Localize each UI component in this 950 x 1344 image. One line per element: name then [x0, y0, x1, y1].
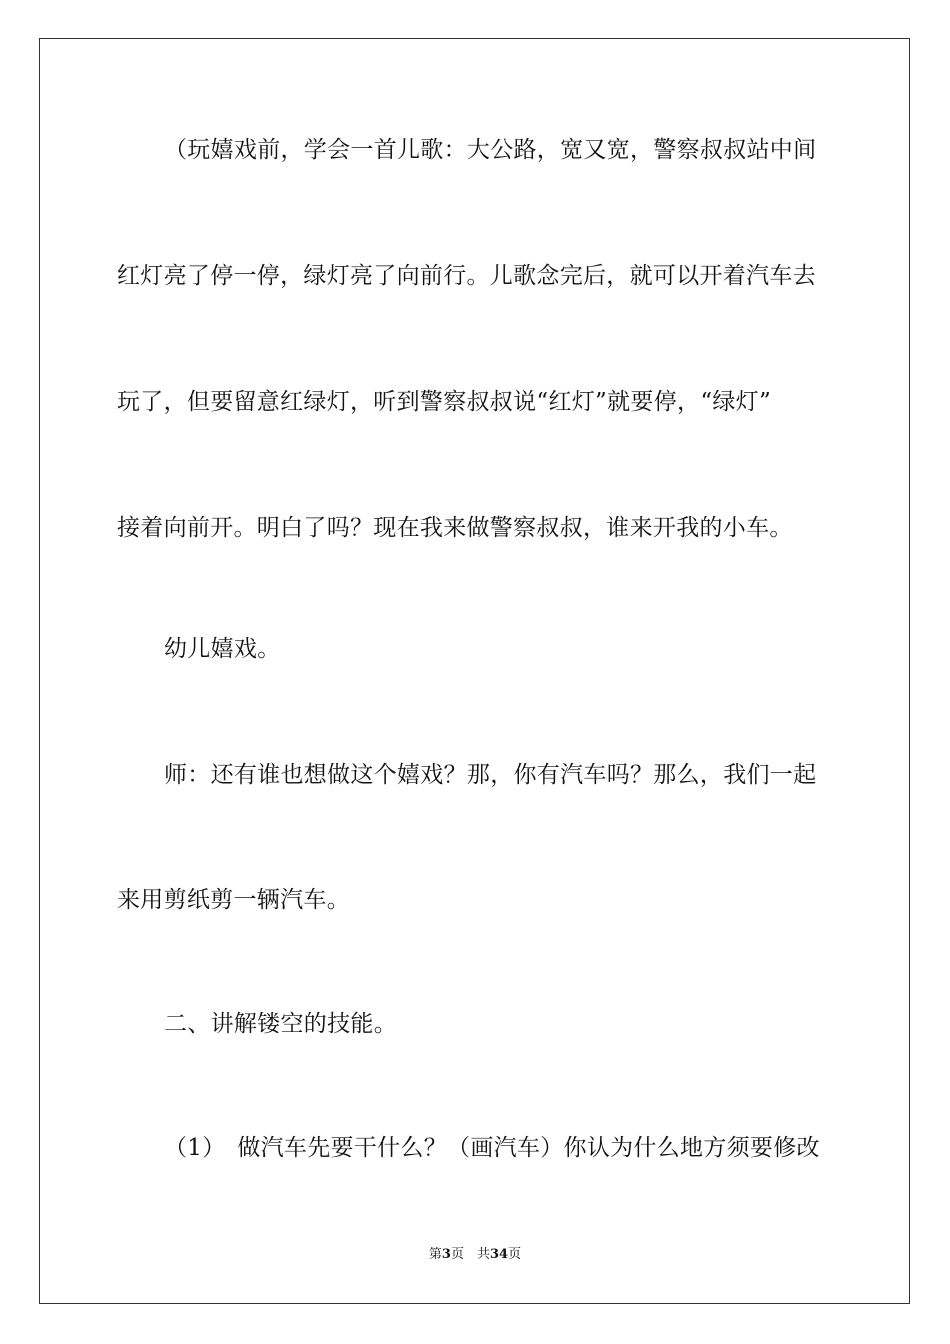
text-line: 师：还有谁也想做这个嬉戏？那，你有汽车吗？那么，我们一起: [164, 762, 817, 788]
text-line: 幼儿嬉戏。: [164, 636, 281, 662]
text-line: 玩了，但要留意红绿灯，听到警察叔叔说“红灯”就要停，“绿灯”: [117, 389, 772, 415]
text-line: （玩嬉戏前，学会一首儿歌：大公路，宽又宽，警察叔叔站中间: [164, 137, 817, 163]
footer-prefix: 第: [428, 1247, 442, 1262]
text-line: 红灯亮了停一停，绿灯亮了向前行。儿歌念完后，就可以开着汽车去: [117, 263, 816, 289]
page-border: [39, 38, 910, 1304]
page-number: 3: [441, 1247, 451, 1262]
text-line: （1） 做汽车先要干什么？（画汽车）你认为什么地方须要修改: [164, 1135, 820, 1161]
footer-suffix: 页: [508, 1247, 522, 1262]
total-pages: 34: [489, 1247, 509, 1262]
text-line: 接着向前开。明白了吗？现在我来做警察叔叔，谁来开我的小车。: [117, 515, 793, 541]
text-line: 二、讲解镂空的技能。: [164, 1011, 397, 1037]
footer-mid: 页 共: [450, 1247, 490, 1262]
page-footer: [0, 1246, 950, 1264]
text-line: 来用剪纸剪一辆汽车。: [117, 887, 350, 913]
